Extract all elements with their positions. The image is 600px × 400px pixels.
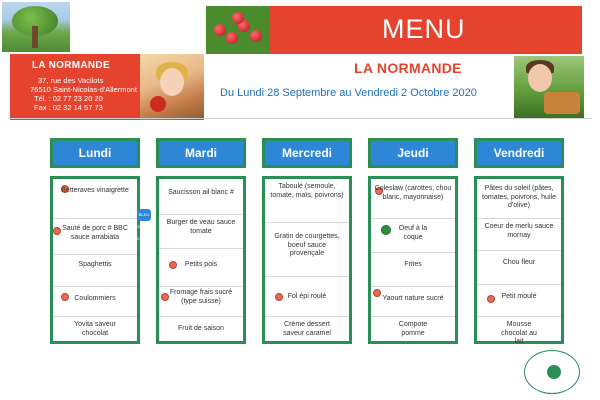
menu-item: Frites — [371, 261, 455, 287]
menu-item: Mousse chocolat au lait — [501, 321, 537, 345]
menu-item: Oeuf à la coque — [371, 225, 455, 253]
menu-item: Coleslaw (carottes, chou blanc, mayonnaise) — [371, 185, 455, 219]
day-column-jeudi — [368, 176, 458, 344]
day-header-mercredi: Mercredi — [262, 138, 352, 168]
day-column-mardi — [156, 176, 246, 344]
menu-dates: Du Lundi 28 Septembre au Vendredi 2 Octobre 2020 — [220, 87, 477, 99]
day-header-vendredi: Vendredi — [474, 138, 564, 168]
apple-tree-photo — [2, 2, 70, 52]
day-header-mardi: Mardi — [156, 138, 246, 168]
menu-item: Pâtes du soleil (pâtes, tomates, poivrons, huile d'olive) — [477, 185, 561, 219]
menu-item: Petit moulé — [477, 293, 561, 317]
menu-item: Saucisson ail blanc # — [159, 189, 243, 215]
menu-item: Betteraves vinaigrette — [53, 187, 137, 219]
menu-item: Burger de veau sauce tomate — [159, 219, 243, 249]
menu-item: Chou fleur — [477, 259, 561, 285]
cherries-photo — [206, 6, 270, 54]
address-tel: Tél. : 02 77 23 20 20 — [34, 94, 103, 103]
girl-with-apple-photo — [140, 54, 204, 120]
menu-title: MENU — [382, 14, 466, 44]
menu-item: Crème dessert saveur caramel — [283, 321, 331, 337]
menu-item: Fol épi roulé — [265, 293, 349, 317]
boy-with-vegetables-photo — [514, 56, 584, 118]
menu-item: Taboulé (semoule, tomate, maïs, poivrons) — [265, 183, 349, 223]
day-header-jeudi: Jeudi — [368, 138, 458, 168]
menu-item: Gratin de courgettes, boeuf sauce provençale — [265, 233, 349, 277]
menu-item: Compote pomme — [398, 321, 428, 337]
day-column-mercredi — [262, 176, 352, 344]
day-column-vendredi — [474, 176, 564, 344]
address-block — [10, 54, 140, 120]
address-name: LA NORMANDE — [32, 60, 110, 71]
address-fax: Fax : 02 32 14 57 73 — [34, 103, 103, 112]
menu-item: Yaourt nature sucré — [371, 295, 455, 317]
menu-item: Sauté de porc # BBC sauce arrabiata — [53, 225, 137, 255]
menu-item: Fruit de saison — [178, 325, 224, 332]
menu-item: Fromage frais sucré (type suisse) — [159, 289, 243, 317]
address-street: 37, rue des Vacilots — [38, 76, 104, 85]
day-column-lundi — [50, 176, 152, 344]
menu-item: Spaghettis — [53, 261, 137, 287]
menu-item: Coulommiers — [53, 295, 137, 317]
menu-banner — [270, 6, 582, 54]
day-header-lundi: Lundi — [50, 138, 140, 168]
menu-item: Yovita saveur chocolat — [74, 321, 116, 337]
menu-item: Coeur de merlu sauce mornay — [477, 223, 561, 251]
address-city: 76510 Saint-Nicolas-d'Allermont — [30, 85, 137, 94]
caterer-logo-icon — [524, 350, 580, 394]
divider — [8, 118, 592, 119]
bleu-blanc-coeur-badge: BLEU BLANC COEUR — [137, 209, 151, 221]
menu-item: Petits pois — [159, 261, 243, 287]
restaurant-name: LA NORMANDE — [354, 60, 462, 76]
